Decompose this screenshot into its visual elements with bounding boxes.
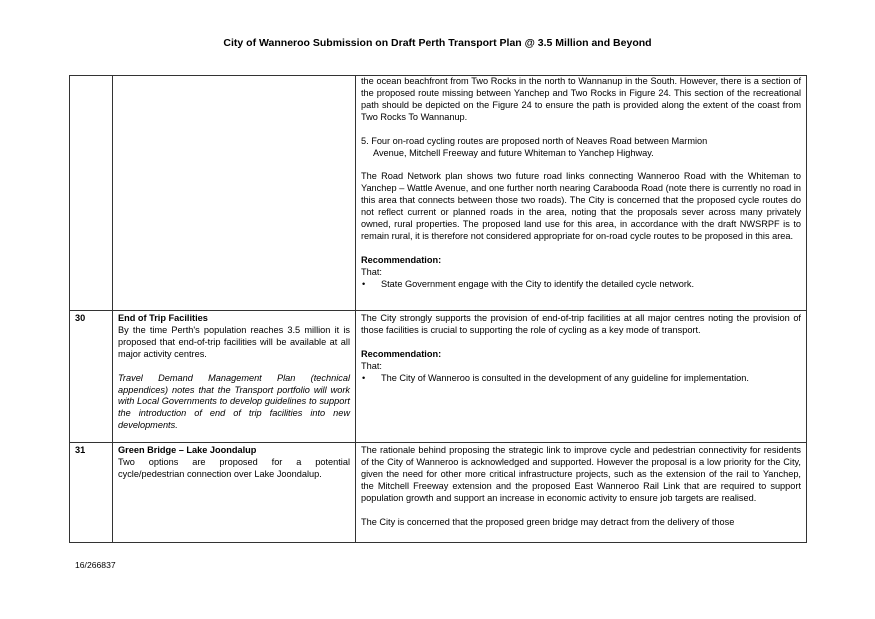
recommendation-text: State Government engage with the City to identify the detailed cycle network.	[381, 278, 695, 289]
table-row	[70, 76, 807, 311]
topic-cell	[113, 443, 356, 543]
response-paragraph: the ocean beachfront from Two Rocks in the north to Wannanup in the South. However, there is a section of the proposed route missing between Yanchep and Two Rocks in Figure 24. This section of the recreational path should be depicted on the Figure 24 to ensure the path is provided along the extent of the coast from Two Rocks To Wannanup.	[361, 76, 801, 122]
numbered-item-line: Avenue, Mitchell Freeway and future Whiteman to Yanchep Highway.	[373, 147, 654, 158]
topic-body: By the time Perth's population reaches 3.5 million it is proposed that end-of-trip facilities will be available at all major activity centres.	[118, 324, 350, 359]
recommendation-heading: Recommendation:	[361, 254, 442, 265]
response-paragraph: The City strongly supports the provision of end-of-trip facilities at all major centres noting the provision of those facilities is crucial to supporting the role of cycling as a key mode of transport.	[361, 313, 801, 335]
recommendation-that: That:	[361, 360, 382, 371]
recommendation-heading: Recommendation:	[361, 348, 442, 359]
item-number: 30	[70, 311, 113, 443]
recommendation-list	[361, 373, 801, 385]
response-paragraph: The Road Network plan shows two future road links connecting Wanneroo Road with the Whiteman to Yanchep – Wattle Avenue, and one further north nearing Carabooda Road (note there is currently no road in this area that connects between those two roads). The City is concerned that the proposed cycle routes do not reflect current or planned roads in the area, noting that the proposals sever across many privately owned, rural properties. The proposed land use for this area, in accordance with the draft NWSRPF is to remain rural, it is therefore not considered appropriate for on-road cycle routes to be proposed in this area.	[361, 171, 801, 241]
table-row	[70, 443, 807, 543]
topic-note: Travel Demand Management Plan (technical appendices) notes that the Transport portfolio will work with Local Governments to develop guidelines to support the introduction of end of trip facilities into new developments.	[118, 372, 350, 431]
response-cell	[356, 443, 807, 543]
numbered-item-line: 5. Four on-road cycling routes are proposed north of Neaves Road between Marmion	[361, 135, 708, 146]
topic-cell	[113, 76, 356, 311]
numbered-item	[361, 136, 801, 160]
response-paragraph: The City is concerned that the proposed green bridge may detract from the delivery of those	[361, 516, 735, 527]
response-paragraph: The rationale behind proposing the strategic link to improve cycle and pedestrian connectivity for residents of the City of Wanneroo is acknowledged and supported. However the proposal is a low priority for the City, given the need for other more critical infrastructure projects, such as the extension of the rail to Yanchep, the Mitchell Freeway extension and the proposed East Wanneroo Rail Link that are required to support population growth and support an increase in economic activity to ensure job targets are realised.	[361, 445, 801, 503]
topic-cell	[113, 311, 356, 443]
recommendation-that: That:	[361, 266, 382, 277]
bullet-icon: •	[362, 372, 366, 383]
topic-title: Green Bridge – Lake Joondalup	[118, 445, 257, 455]
recommendation-text: The City of Wanneroo is consulted in the development of any guideline for implementation.	[381, 372, 749, 383]
list-item	[361, 373, 801, 385]
recommendation-list	[361, 279, 801, 291]
response-cell	[356, 76, 807, 311]
topic-body: Two options are proposed for a potential cycle/pedestrian connection over Lake Joondalup.	[118, 456, 350, 479]
submission-table	[69, 75, 807, 543]
item-number: 31	[70, 443, 113, 543]
list-item	[361, 279, 801, 291]
response-cell	[356, 311, 807, 443]
page-title: City of Wanneroo Submission on Draft Perth Transport Plan @ 3.5 Million and Beyond	[223, 37, 652, 49]
topic-title: End of Trip Facilities	[118, 313, 208, 323]
bullet-icon: •	[362, 278, 366, 289]
item-number	[70, 76, 113, 311]
document-reference: 16/266837	[75, 560, 116, 570]
table-row	[70, 311, 807, 443]
